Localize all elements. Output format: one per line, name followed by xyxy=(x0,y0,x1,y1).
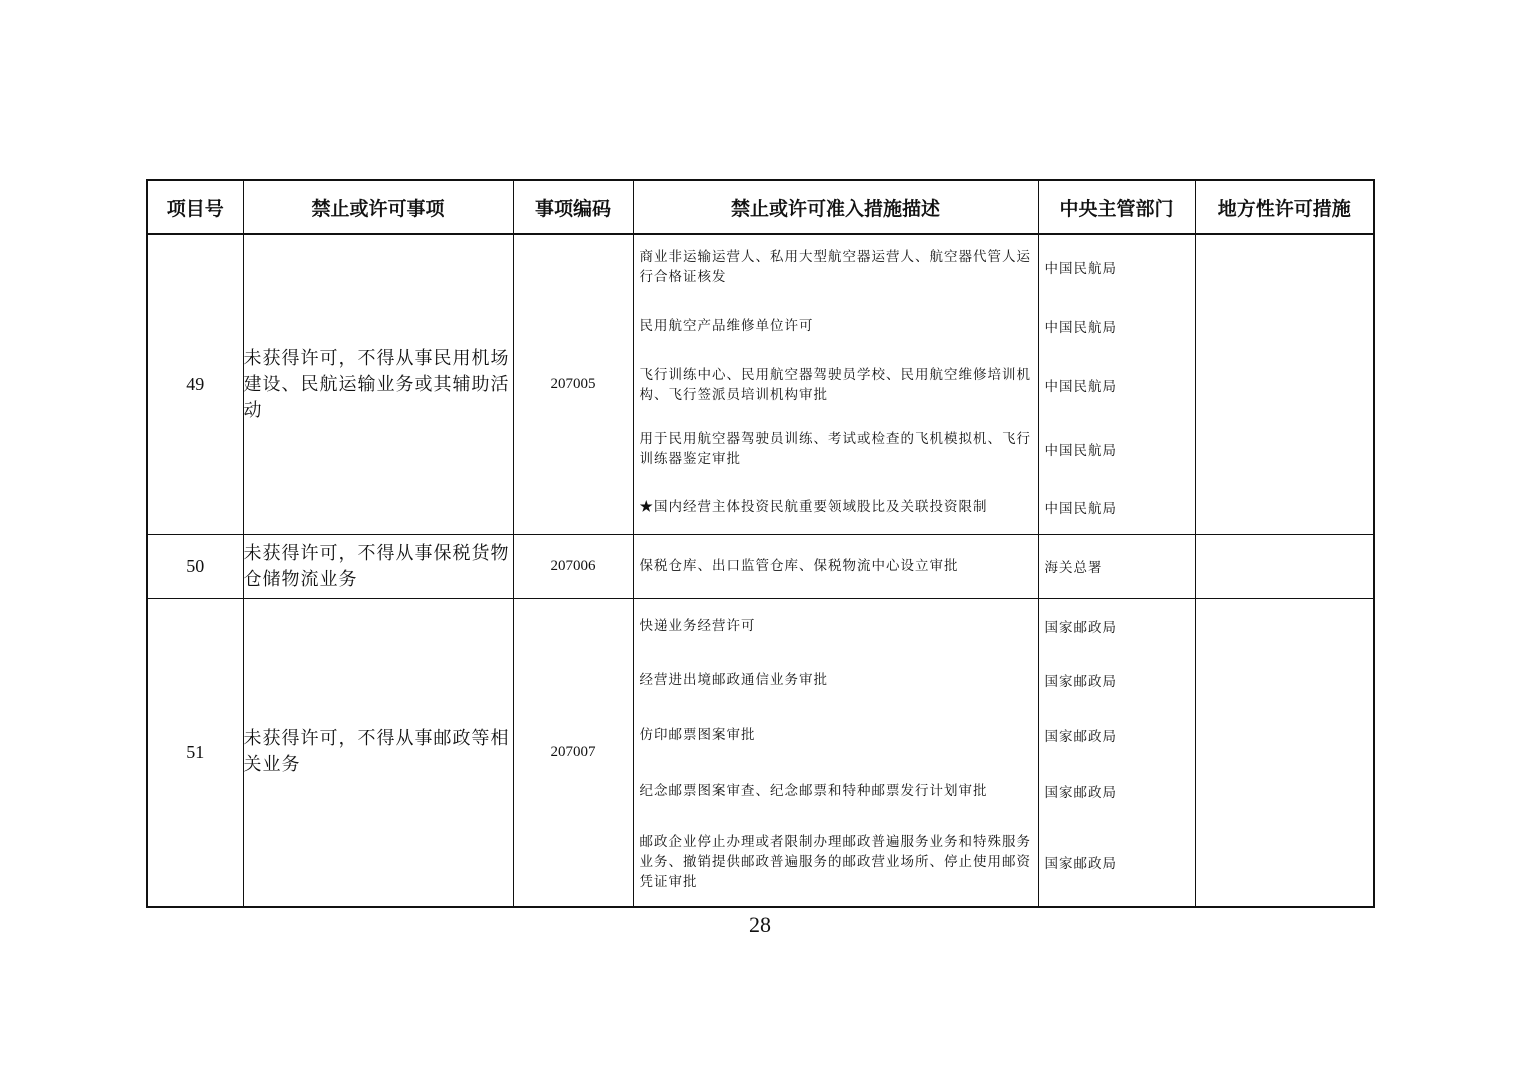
header-local-measures: 地方性许可措施 xyxy=(1195,180,1374,234)
measure-description: 快递业务经营许可 xyxy=(639,618,756,634)
central-department: 国家邮政局 xyxy=(1044,855,1117,872)
table-row xyxy=(147,599,1374,907)
central-department: 中国民航局 xyxy=(1044,320,1117,336)
header-measure-description: 禁止或许可准入措施描述 xyxy=(633,180,1038,234)
measure-description: 纪念邮票图案审查、纪念邮票和特种邮票发行计划审批 xyxy=(639,782,988,799)
measure-description: 飞行训练中心、民用航空器驾驶员学校、民用航空维修培训机构、飞行签派员培训机构审批 xyxy=(639,367,1031,403)
header-item-code: 事项编码 xyxy=(513,180,633,234)
header-item-number: 项目号 xyxy=(147,180,243,234)
table-row xyxy=(147,234,1374,535)
header-row xyxy=(147,180,1374,234)
permit-table xyxy=(146,179,1375,908)
measure-description-cell xyxy=(633,234,1038,535)
permit-item: 未获得许可，不得从事邮政等相关业务 xyxy=(243,599,513,907)
central-department: 中国民航局 xyxy=(1044,501,1117,517)
measure-description: ★国内经营主体投资民航重要领域股比及关联投资限制 xyxy=(639,499,988,515)
central-department: 国家邮政局 xyxy=(1044,674,1117,690)
central-department-cell xyxy=(1038,599,1195,907)
central-department: 国家邮政局 xyxy=(1044,729,1117,745)
measure-description-cell xyxy=(633,599,1038,907)
item-number: 50 xyxy=(147,535,243,599)
central-department: 中国民航局 xyxy=(1044,261,1117,277)
central-department: 中国民航局 xyxy=(1044,379,1117,395)
measure-description: 用于民用航空器驾驶员训练、考试或检查的飞机模拟机、飞行训练器鉴定审批 xyxy=(639,430,1031,467)
measure-description: 邮政企业停止办理或者限制办理邮政普遍服务业务和特殊服务业务、撤销提供邮政普遍服务的邮政营业场所、停止使用邮资凭证审批 xyxy=(639,833,1031,890)
item-number: 51 xyxy=(147,599,243,907)
permit-item: 未获得许可，不得从事保税货物仓储物流业务 xyxy=(243,535,513,599)
measure-description: 商业非运输运营人、私用大型航空器运营人、航空器代管人运行合格证核发 xyxy=(639,249,1031,285)
header-central-department: 中央主管部门 xyxy=(1038,180,1195,234)
header-permit-item: 禁止或许可事项 xyxy=(243,180,513,234)
item-code: 207007 xyxy=(513,599,633,907)
local-measures xyxy=(1195,234,1374,535)
central-department: 国家邮政局 xyxy=(1044,784,1117,801)
central-department-cell xyxy=(1038,535,1195,599)
local-measures xyxy=(1195,535,1374,599)
table-row xyxy=(147,535,1374,599)
local-measures xyxy=(1195,599,1374,907)
item-number: 49 xyxy=(147,234,243,535)
measure-description-cell xyxy=(633,535,1038,599)
permit-item: 未获得许可，不得从事民用机场建设、民航运输业务或其辅助活动 xyxy=(243,234,513,535)
measure-description: 经营进出境邮政通信业务审批 xyxy=(639,672,828,688)
measure-description: 民用航空产品维修单位许可 xyxy=(639,318,814,334)
central-department: 海关总署 xyxy=(1044,560,1103,576)
central-department: 国家邮政局 xyxy=(1044,620,1117,636)
measure-description: 仿印邮票图案审批 xyxy=(639,727,756,743)
item-code: 207005 xyxy=(513,234,633,535)
item-code: 207006 xyxy=(513,535,633,599)
page-number: 28 xyxy=(749,912,771,937)
central-department-cell xyxy=(1038,234,1195,535)
central-department: 中国民航局 xyxy=(1044,442,1117,459)
measure-description: 保税仓库、出口监管仓库、保税物流中心设立审批 xyxy=(639,558,959,574)
